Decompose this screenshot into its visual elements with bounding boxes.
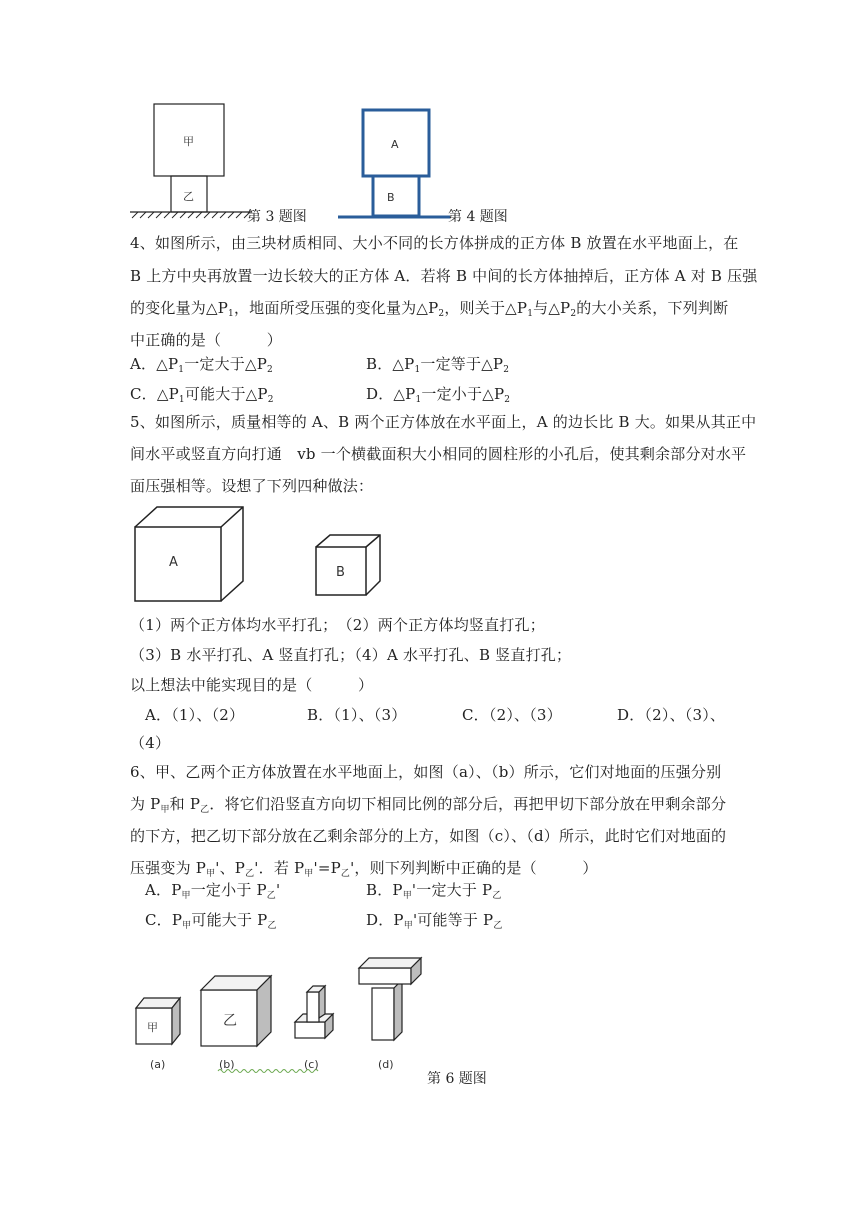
subscript: 甲 [403, 921, 413, 931]
figure-6a-cube [136, 998, 180, 1044]
q6-option-d [366, 910, 503, 936]
figure-6-label-b: (b) [219, 1058, 235, 1071]
q6-line-3: 的下方，把乙切下部分放在乙剩余部分的上方，如图（c）、（d）所示，此时它们对地面的 [130, 827, 727, 845]
figure-4 [336, 106, 452, 222]
q5-option-c: C．（2）、（3） [462, 706, 562, 724]
q6-line-2-text: ．将它们沿竖直方向切下相同比例的部分后，再把甲切下部分放在甲剩余部分 [209, 795, 727, 813]
option-text: B．△P [366, 355, 415, 373]
figure-6-caption: 第 6 题图 [427, 1071, 487, 1087]
option-text: B．P [366, 881, 403, 899]
q5-line-1: 5、如图所示，质量相等的 A、B 两个正方体放在水平面上，A 的边长比 B 大。如果从其正中 [130, 413, 757, 431]
q5-line-3: 面压强相等。设想了下列四种做法： [130, 477, 374, 495]
option-text: 可能大于 P [191, 911, 268, 929]
q6-line-4-text: '，则下列判断中正确的是（ ） [350, 859, 598, 877]
option-text: '可能等于 P [412, 911, 494, 929]
subscript: 2 [503, 365, 510, 375]
subscript: 1 [527, 309, 534, 319]
q4-line-3 [130, 298, 728, 324]
q6-line-4-text: 压强变为 P [130, 859, 207, 877]
q4-line-3-text: 的大小关系，下列判断 [576, 299, 729, 317]
q6-line-2-text: 为 P [130, 795, 161, 813]
subscript: 甲 [181, 891, 191, 901]
subscript: 2 [267, 395, 274, 405]
subscript: 甲 [182, 921, 192, 931]
figure-3-top-label: 甲 [183, 135, 194, 148]
subscript: 1 [415, 395, 422, 405]
subscript: 1 [178, 395, 185, 405]
subscript: 甲 [304, 869, 314, 879]
figure-3 [128, 100, 258, 224]
q5-method-line-1: （1）两个正方体均水平打孔； （2）两个正方体均竖直打孔； [130, 616, 545, 634]
option-text: D．△P [366, 385, 416, 403]
subscript: 乙 [200, 805, 210, 815]
cube-a-drawing [133, 505, 245, 603]
figure-6b-box-label: 乙 [223, 1013, 237, 1029]
figure-6 [128, 952, 448, 1082]
q5-method-line-2: （3）B 水平打孔、A 竖直打孔；（4）A 水平打孔、B 竖直打孔； [130, 646, 572, 664]
q4-line-3-text: ，地面所受压强的变化量为△P [233, 299, 439, 317]
figure-6-label-c: (c) [304, 1058, 319, 1071]
figure-4-top-label: A [391, 138, 399, 151]
option-text: '一定大于 P [411, 881, 493, 899]
q5-line-2: 间水平或竖直方向打通 vb 一个横截面积大小相同的圆柱形的小孔后，使其剩余部分对水平 [130, 445, 747, 463]
q4-line-2: B 上方中央再放置一边长较大的正方体 A．若将 B 中间的长方体抽掉后，正方体 A 对 B 压强 [130, 267, 758, 285]
q5-option-b: B．（1）、（3） [307, 706, 407, 724]
q6-line-4-text: '、P [215, 859, 246, 877]
figure-3-drawing [128, 100, 258, 224]
q6-option-b [366, 880, 502, 906]
q6-line-2-text: 和 P [169, 795, 201, 813]
figure-6-label-d: (d) [378, 1058, 394, 1071]
subscript: 乙 [340, 869, 351, 879]
q4-line-3-text: 的变化量为△P [130, 299, 229, 317]
q4-line-4: 中正确的是（ ） [130, 331, 283, 349]
figure-5-cube-b [314, 533, 382, 597]
subscript: 2 [570, 309, 577, 319]
option-text: D．P [366, 911, 404, 929]
q4-option-b [366, 354, 509, 380]
subscript: 乙 [266, 891, 276, 901]
subscript: 甲 [206, 869, 216, 879]
subscript: 乙 [267, 921, 277, 931]
subscript: 1 [178, 365, 185, 375]
subscript: 2 [438, 309, 445, 319]
figure-6-label-a: (a) [150, 1058, 166, 1071]
option-text: A．P [145, 881, 182, 899]
q4-option-c [130, 384, 274, 410]
figure-3-bottom-label: 乙 [183, 190, 194, 203]
figure-3-caption: 第 3 题图 [247, 209, 307, 225]
q4-option-a [130, 354, 273, 380]
subscript: 乙 [245, 869, 255, 879]
option-text: 一定大于△P [184, 355, 268, 373]
q6-line-4-text: '=P [313, 859, 341, 877]
q6-line-4-text: '．若 P [254, 859, 305, 877]
option-text: 一定小于 P [190, 881, 267, 899]
q6-option-c [145, 910, 277, 936]
figure-5-cube-a [133, 505, 245, 603]
cube-b-drawing [314, 533, 382, 597]
subscript: 甲 [160, 805, 170, 815]
subscript: 乙 [492, 891, 502, 901]
subscript: 1 [414, 365, 421, 375]
subscript: 乙 [493, 921, 503, 931]
option-text: 可能大于△P [184, 385, 268, 403]
q6-line-2 [130, 794, 726, 820]
option-text: A．△P [130, 355, 179, 373]
q5-option-a: A．（1）、（2） [145, 706, 245, 724]
option-text: 一定等于△P [420, 355, 504, 373]
option-text: C．P [145, 911, 183, 929]
q5-question: 以上想法中能实现目的是（ ） [130, 676, 374, 694]
figure-6c-shape [295, 986, 333, 1038]
q4-line-3-text: ，则关于△P [444, 299, 528, 317]
option-text: 一定小于△P [421, 385, 505, 403]
cube-a-label: A [169, 555, 178, 570]
figure-6a-box-label: 甲 [147, 1021, 158, 1034]
q5-option-d: D．（2）、（3）、 [617, 706, 726, 724]
q6-line-1: 6、甲、乙两个正方体放置在水平地面上，如图（a）、（b）所示，它们对地面的压强分别 [130, 763, 722, 781]
option-text: C．△P [130, 385, 179, 403]
figure-4-bottom-label: B [387, 191, 395, 204]
q4-line-1: 4、如图所示，由三块材质相同、大小不同的长方体拼成的正方体 B 放置在水平地面上，在 [130, 234, 739, 252]
q4-option-d [366, 384, 510, 410]
option-text: ' [276, 881, 281, 899]
subscript: 2 [504, 395, 511, 405]
figure-4-caption: 第 4 题图 [448, 209, 508, 225]
subscript: 2 [267, 365, 273, 375]
q6-option-a [145, 880, 280, 906]
cube-b-label: B [336, 565, 345, 580]
q5-option-d-wrap: （4） [130, 734, 171, 752]
q4-line-3-text: 与△P [533, 299, 571, 317]
figure-6d-shape [359, 958, 421, 1040]
figure-6-drawing [128, 952, 448, 1082]
subscript: 甲 [402, 891, 412, 901]
figure-4-drawing [336, 106, 452, 222]
subscript: 1 [228, 309, 234, 319]
